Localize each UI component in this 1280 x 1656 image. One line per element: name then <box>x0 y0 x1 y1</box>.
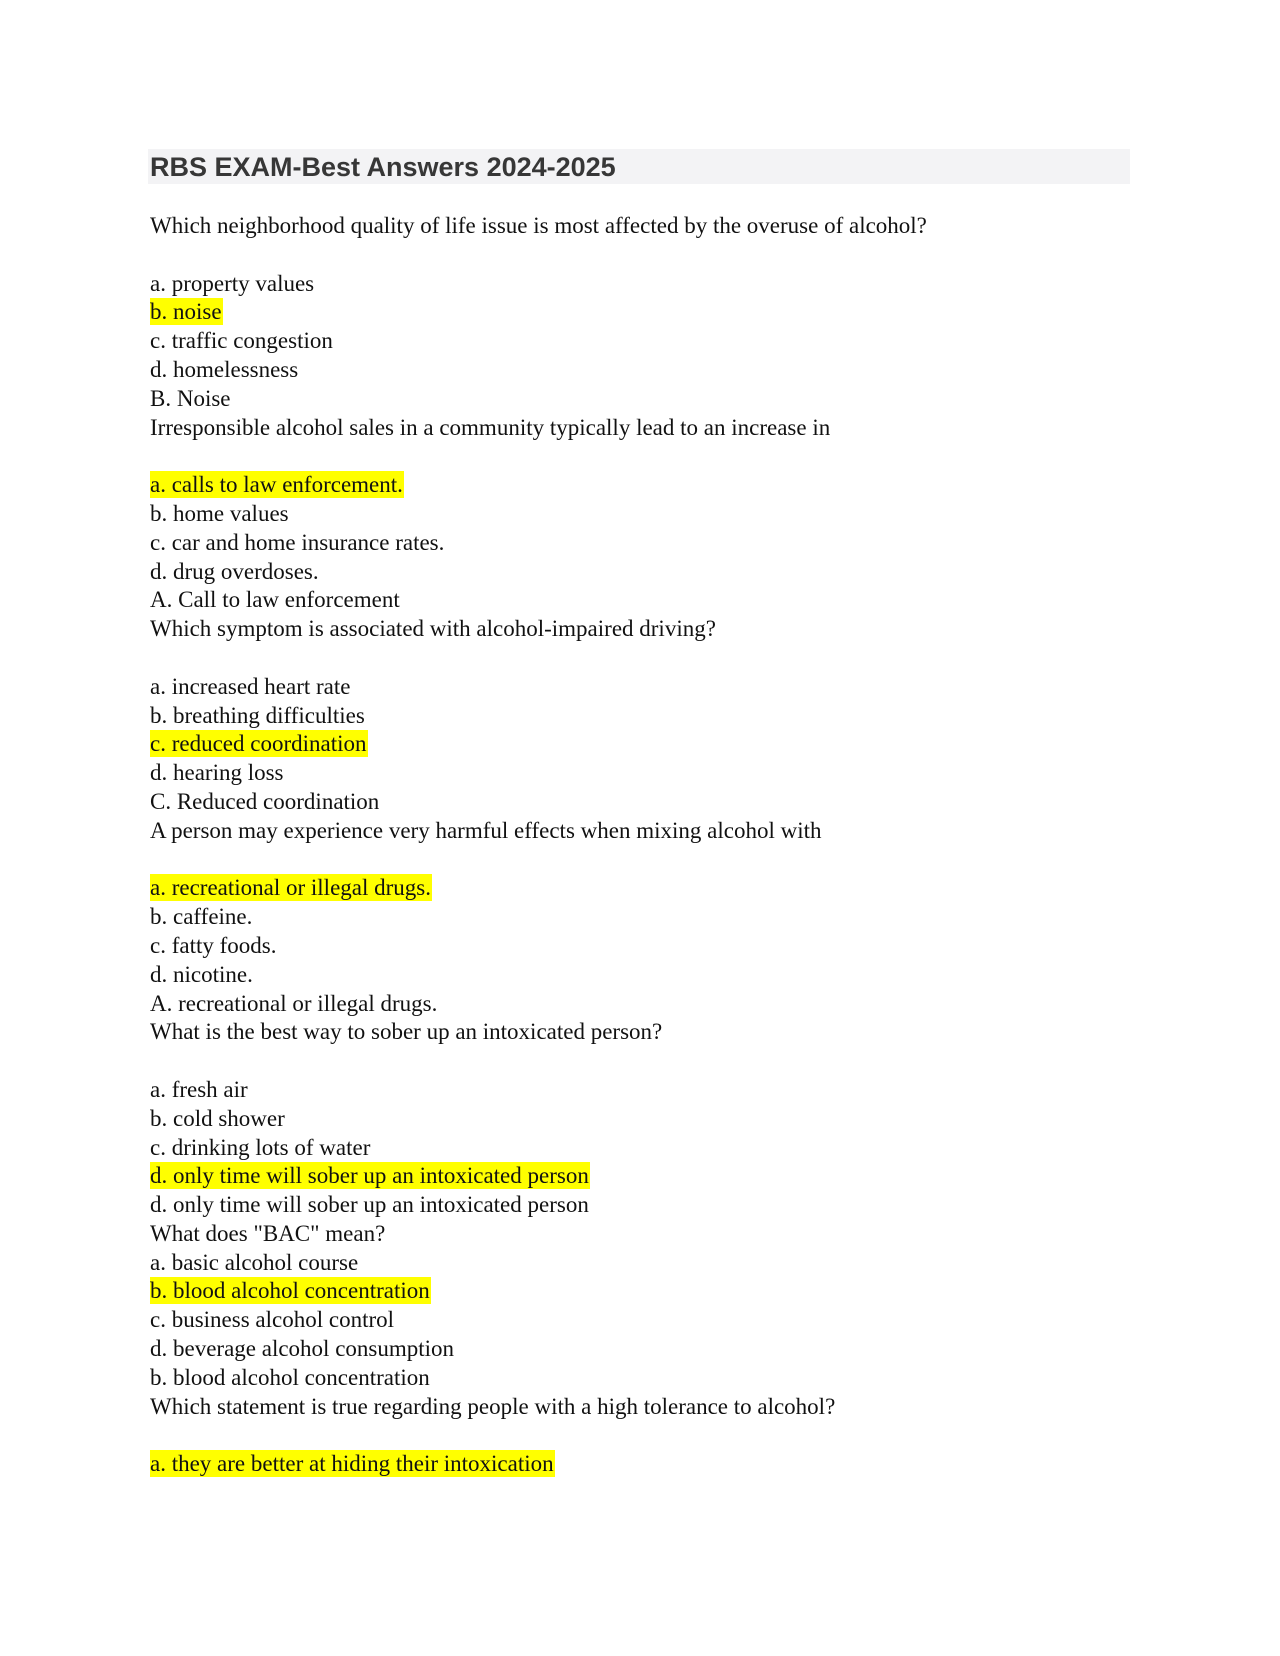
answer-line: B. Noise <box>150 385 231 411</box>
option-line: b. caffeine. <box>150 904 253 930</box>
answer-line: A. Call to law enforcement <box>150 587 400 613</box>
highlighted-answer: a. they are better at hiding their intoxication <box>150 1451 554 1477</box>
option-line: d. nicotine. <box>150 961 253 987</box>
blank-line <box>150 846 1150 875</box>
highlighted-answer: b. blood alcohol concentration <box>150 1278 430 1304</box>
option-line: a. increased heart rate <box>150 673 351 699</box>
option-line: c. traffic congestion <box>150 328 333 354</box>
question-line: Irresponsible alcohol sales in a community typically lead to an increase in <box>150 414 831 440</box>
blank-line <box>150 644 1150 673</box>
question-line: A person may experience very harmful effects when mixing alcohol with <box>150 817 822 843</box>
question-line: What does "BAC" mean? <box>150 1220 386 1246</box>
option-line: a. basic alcohol course <box>150 1249 359 1275</box>
option-line: d. drug overdoses. <box>150 558 319 584</box>
option-line: b. home values <box>150 500 289 526</box>
option-line: c. business alcohol control <box>150 1307 395 1333</box>
option-line: d. homelessness <box>150 356 299 382</box>
answer-line: A. recreational or illegal drugs. <box>150 990 438 1016</box>
document-body <box>150 212 1150 1479</box>
highlighted-answer: b. noise <box>150 299 222 325</box>
option-line: c. car and home insurance rates. <box>150 529 445 555</box>
option-line: b. cold shower <box>150 1105 285 1131</box>
answer-line: b. blood alcohol concentration <box>150 1364 430 1390</box>
option-line: c. drinking lots of water <box>150 1134 371 1160</box>
answer-line: C. Reduced coordination <box>150 788 380 814</box>
option-line: a. property values <box>150 270 315 296</box>
blank-line <box>150 1421 1150 1450</box>
option-line: d. beverage alcohol consumption <box>150 1336 455 1362</box>
document-title: RBS EXAM-Best Answers 2024-2025 <box>150 152 616 182</box>
highlighted-answer: a. calls to law enforcement. <box>150 472 403 498</box>
question-line: Which statement is true regarding people with a high tolerance to alcohol? <box>150 1393 836 1419</box>
highlighted-answer: c. reduced coordination <box>150 731 367 757</box>
question-line: What is the best way to sober up an intoxicated person? <box>150 1019 663 1045</box>
option-line: d. hearing loss <box>150 760 284 786</box>
highlighted-answer: a. recreational or illegal drugs. <box>150 875 431 901</box>
question-line: Which neighborhood quality of life issue is most affected by the overuse of alcohol? <box>150 213 927 238</box>
option-line: b. breathing difficulties <box>150 702 365 728</box>
answer-line: d. only time will sober up an intoxicated person <box>150 1192 589 1218</box>
blank-line <box>150 241 1150 270</box>
highlighted-answer: d. only time will sober up an intoxicated person <box>150 1163 589 1189</box>
option-line: a. fresh air <box>150 1076 248 1102</box>
option-line: c. fatty foods. <box>150 932 277 958</box>
blank-line <box>150 442 1150 471</box>
blank-line <box>150 1047 1150 1076</box>
question-line: Which symptom is associated with alcohol-impaired driving? <box>150 616 716 642</box>
